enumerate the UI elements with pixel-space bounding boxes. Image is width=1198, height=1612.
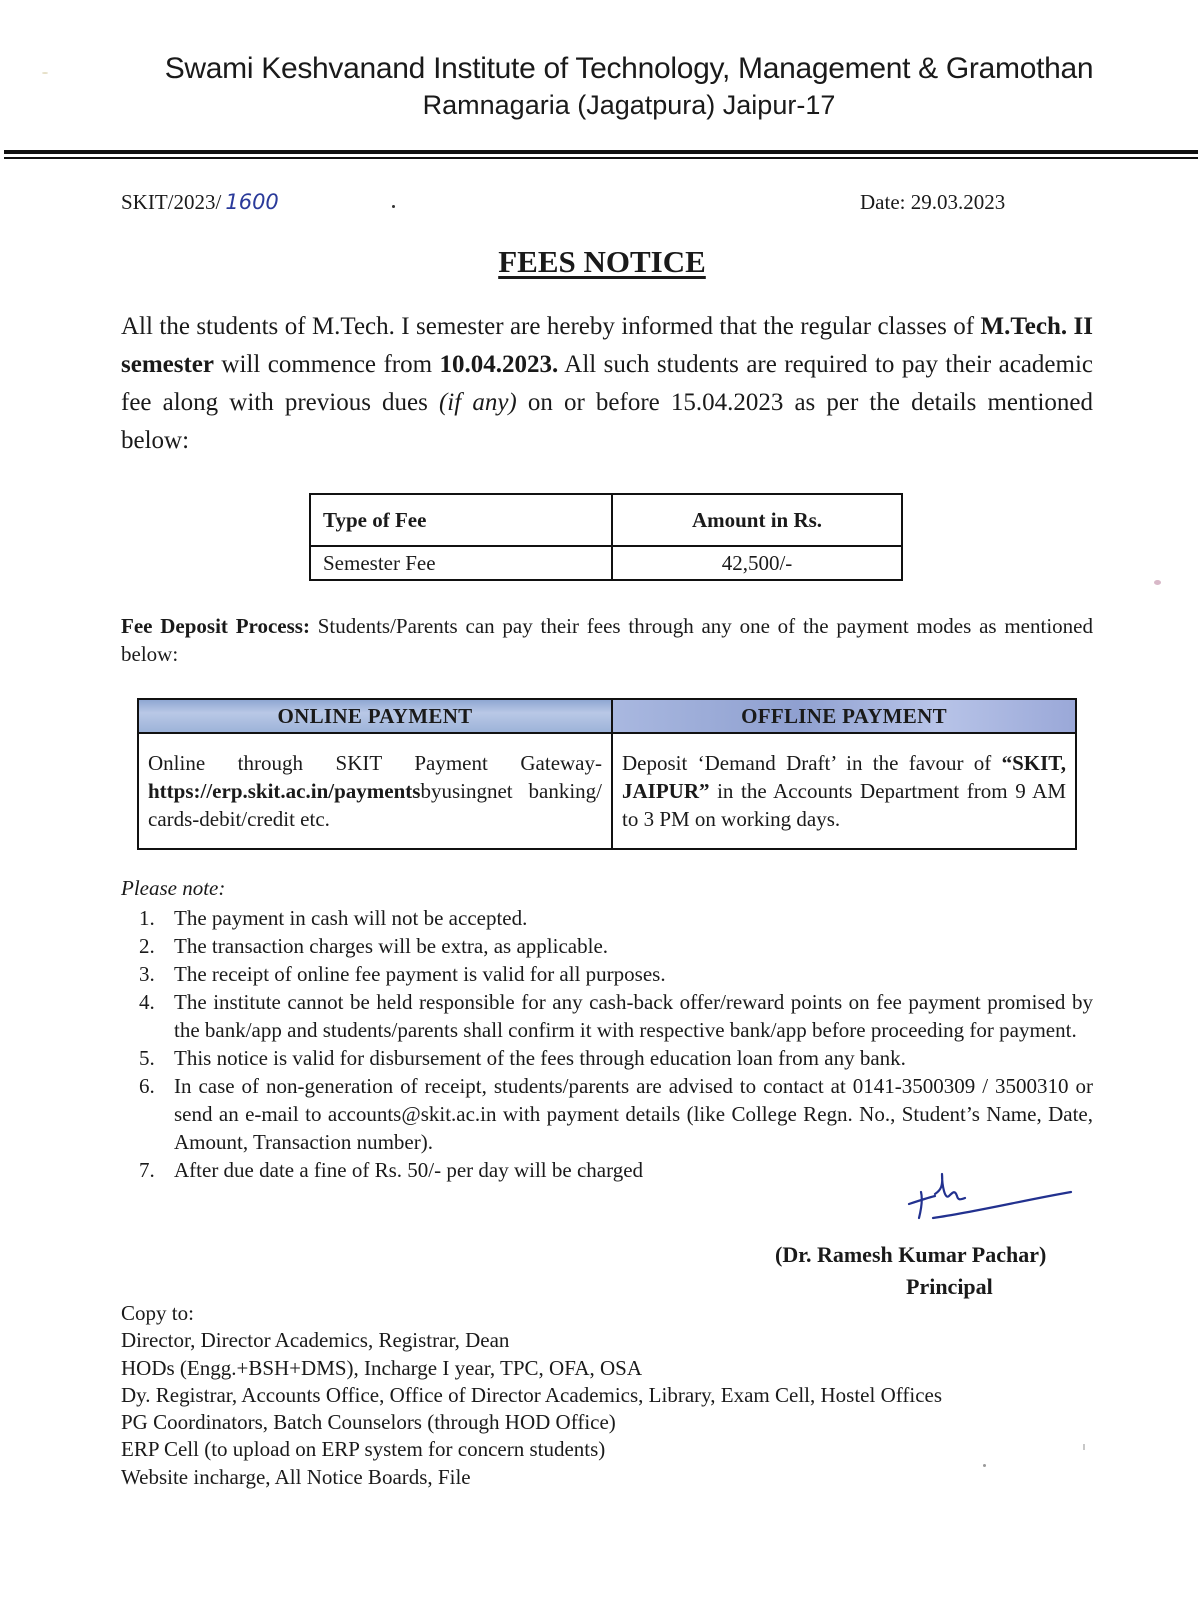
note-number: 4. xyxy=(139,990,155,1014)
list-item xyxy=(121,904,1093,932)
scan-speck xyxy=(983,1464,986,1467)
offline-payment-header: OFFLINE PAYMENT xyxy=(612,699,1076,733)
offline-payment-text: in the Accounts Department from 9 AM to 3 PM on working days. xyxy=(622,779,1066,831)
note-number: 5. xyxy=(139,1046,155,1070)
online-payment-text: byusingnet banking/ cards-debit/credit etc. xyxy=(148,779,602,831)
copy-to-section xyxy=(121,1300,942,1491)
note-text: This notice is valid for disbursement of the fees through education loan from any bank. xyxy=(174,1046,906,1070)
intro-text: on or before 15.04.2023 as per the details mentioned below: xyxy=(121,389,1093,454)
scan-speck xyxy=(1083,1444,1085,1450)
scan-speck xyxy=(392,205,395,208)
scan-speck xyxy=(1154,580,1161,585)
scan-speck xyxy=(42,72,48,74)
intro-commence-date: 10.04.2023. xyxy=(439,351,559,378)
copy-to-line: ERP Cell (to upload on ERP system for concern students) xyxy=(121,1437,606,1462)
copy-to-line: Director, Director Academics, Registrar, Dean xyxy=(121,1328,510,1353)
deposit-process-text: Students/Parents can pay their fees through any one of the payment modes as mentioned below: xyxy=(121,614,1093,666)
copy-to-heading: Copy to: xyxy=(121,1301,194,1325)
fee-table xyxy=(309,493,903,581)
online-payment-cell xyxy=(138,733,612,849)
institute-name: Swami Keshvanand Institute of Technology, Management & Gramothan xyxy=(164,52,1094,85)
institute-address: Ramnagaria (Jagatpura) Jaipur-17 xyxy=(422,90,836,120)
header-rule-thin xyxy=(4,157,1198,159)
payment-modes-body-row xyxy=(138,733,1076,849)
intro-if-any: (if any) xyxy=(438,389,517,416)
list-item xyxy=(121,960,1093,988)
list-item xyxy=(121,932,1093,960)
payment-modes-header-row xyxy=(138,699,1076,733)
list-item xyxy=(121,1044,1093,1072)
note-number: 7. xyxy=(139,1158,155,1182)
fee-table-header-amount: Amount in Rs. xyxy=(612,494,902,546)
note-number: 6. xyxy=(139,1074,155,1098)
copy-to-line: Dy. Registrar, Accounts Office, Office of Director Academics, Library, Exam Cell, Hostel Offices xyxy=(121,1382,943,1407)
list-item xyxy=(121,1072,1093,1156)
copy-to-line: Website incharge, All Notice Boards, File xyxy=(121,1464,471,1489)
online-payment-header: ONLINE PAYMENT xyxy=(138,699,612,733)
notice-title: FEES NOTICE xyxy=(498,244,706,279)
note-text: In case of non-generation of receipt, students/parents are advised to contact at 0141-3500309 / 3500310 or send an e-mail to accounts@skit.ac.in with payment details (like College Regn. No., Student’s Name, Date, Amount, Transaction number). xyxy=(174,1074,1093,1154)
fee-table-header-type: Type of Fee xyxy=(310,494,612,546)
notice-date: Date: 29.03.2023 xyxy=(860,190,1006,214)
demand-draft-payee: “SKIT, JAIPUR” xyxy=(622,751,1066,803)
offline-payment-text: Deposit ‘Demand Draft’ in the favour of xyxy=(622,751,1002,775)
fee-table-header-row xyxy=(310,494,902,546)
note-text: The transaction charges will be extra, as applicable. xyxy=(174,934,609,958)
offline-payment-cell xyxy=(612,733,1076,849)
note-text: The receipt of online fee payment is valid for all purposes. xyxy=(174,962,666,986)
deposit-process-label: Fee Deposit Process: xyxy=(121,614,310,638)
copy-to-line: PG Coordinators, Batch Counselors (through HOD Office) xyxy=(121,1410,616,1435)
intro-semester: M.Tech. II semester xyxy=(121,313,1093,378)
payment-modes-table xyxy=(137,698,1077,850)
signatory-designation: Principal xyxy=(906,1274,993,1299)
note-number: 3. xyxy=(139,962,155,986)
handwritten-reference-number: 1600 xyxy=(225,190,279,214)
payment-gateway-link[interactable]: https://erp.skit.ac.in/payments xyxy=(148,779,421,803)
notes-heading: Please note: xyxy=(121,876,226,900)
notes-list xyxy=(121,904,1093,1184)
note-text: The institute cannot be held responsible for any cash-back offer/reward points on fee payment promised by the bank/app and students/parents shall confirm it with respective bank/app before proceeding for payment. xyxy=(174,990,1093,1042)
fee-amount-cell: 42,500/- xyxy=(612,546,902,580)
note-text: After due date a fine of Rs. 50/- per day will be charged xyxy=(174,1158,644,1182)
list-item xyxy=(121,988,1093,1044)
header-rule-thick xyxy=(4,150,1198,154)
online-payment-text: Online through SKIT Payment Gateway- xyxy=(148,751,602,775)
intro-text: All the students of M.Tech. I semester are hereby informed that the regular classes of xyxy=(121,313,981,340)
note-number: 1. xyxy=(139,906,155,930)
intro-text: will commence from xyxy=(214,351,440,378)
note-text: The payment in cash will not be accepted. xyxy=(174,906,528,930)
intro-paragraph xyxy=(121,308,1093,460)
note-number: 2. xyxy=(139,934,155,958)
intro-text: All such students are required to pay their academic fee along with previous dues xyxy=(121,351,1094,416)
signature-image xyxy=(905,1168,1075,1230)
reference-number xyxy=(121,190,279,215)
reference-prefix: SKIT/2023/ xyxy=(121,190,222,214)
table-row xyxy=(310,546,902,580)
signatory-name: (Dr. Ramesh Kumar Pachar) xyxy=(775,1242,1047,1267)
fee-type-cell: Semester Fee xyxy=(310,546,612,580)
fee-deposit-process xyxy=(121,612,1093,668)
copy-to-line: HODs (Engg.+BSH+DMS), Incharge I year, TPC, OFA, OSA xyxy=(121,1355,642,1380)
